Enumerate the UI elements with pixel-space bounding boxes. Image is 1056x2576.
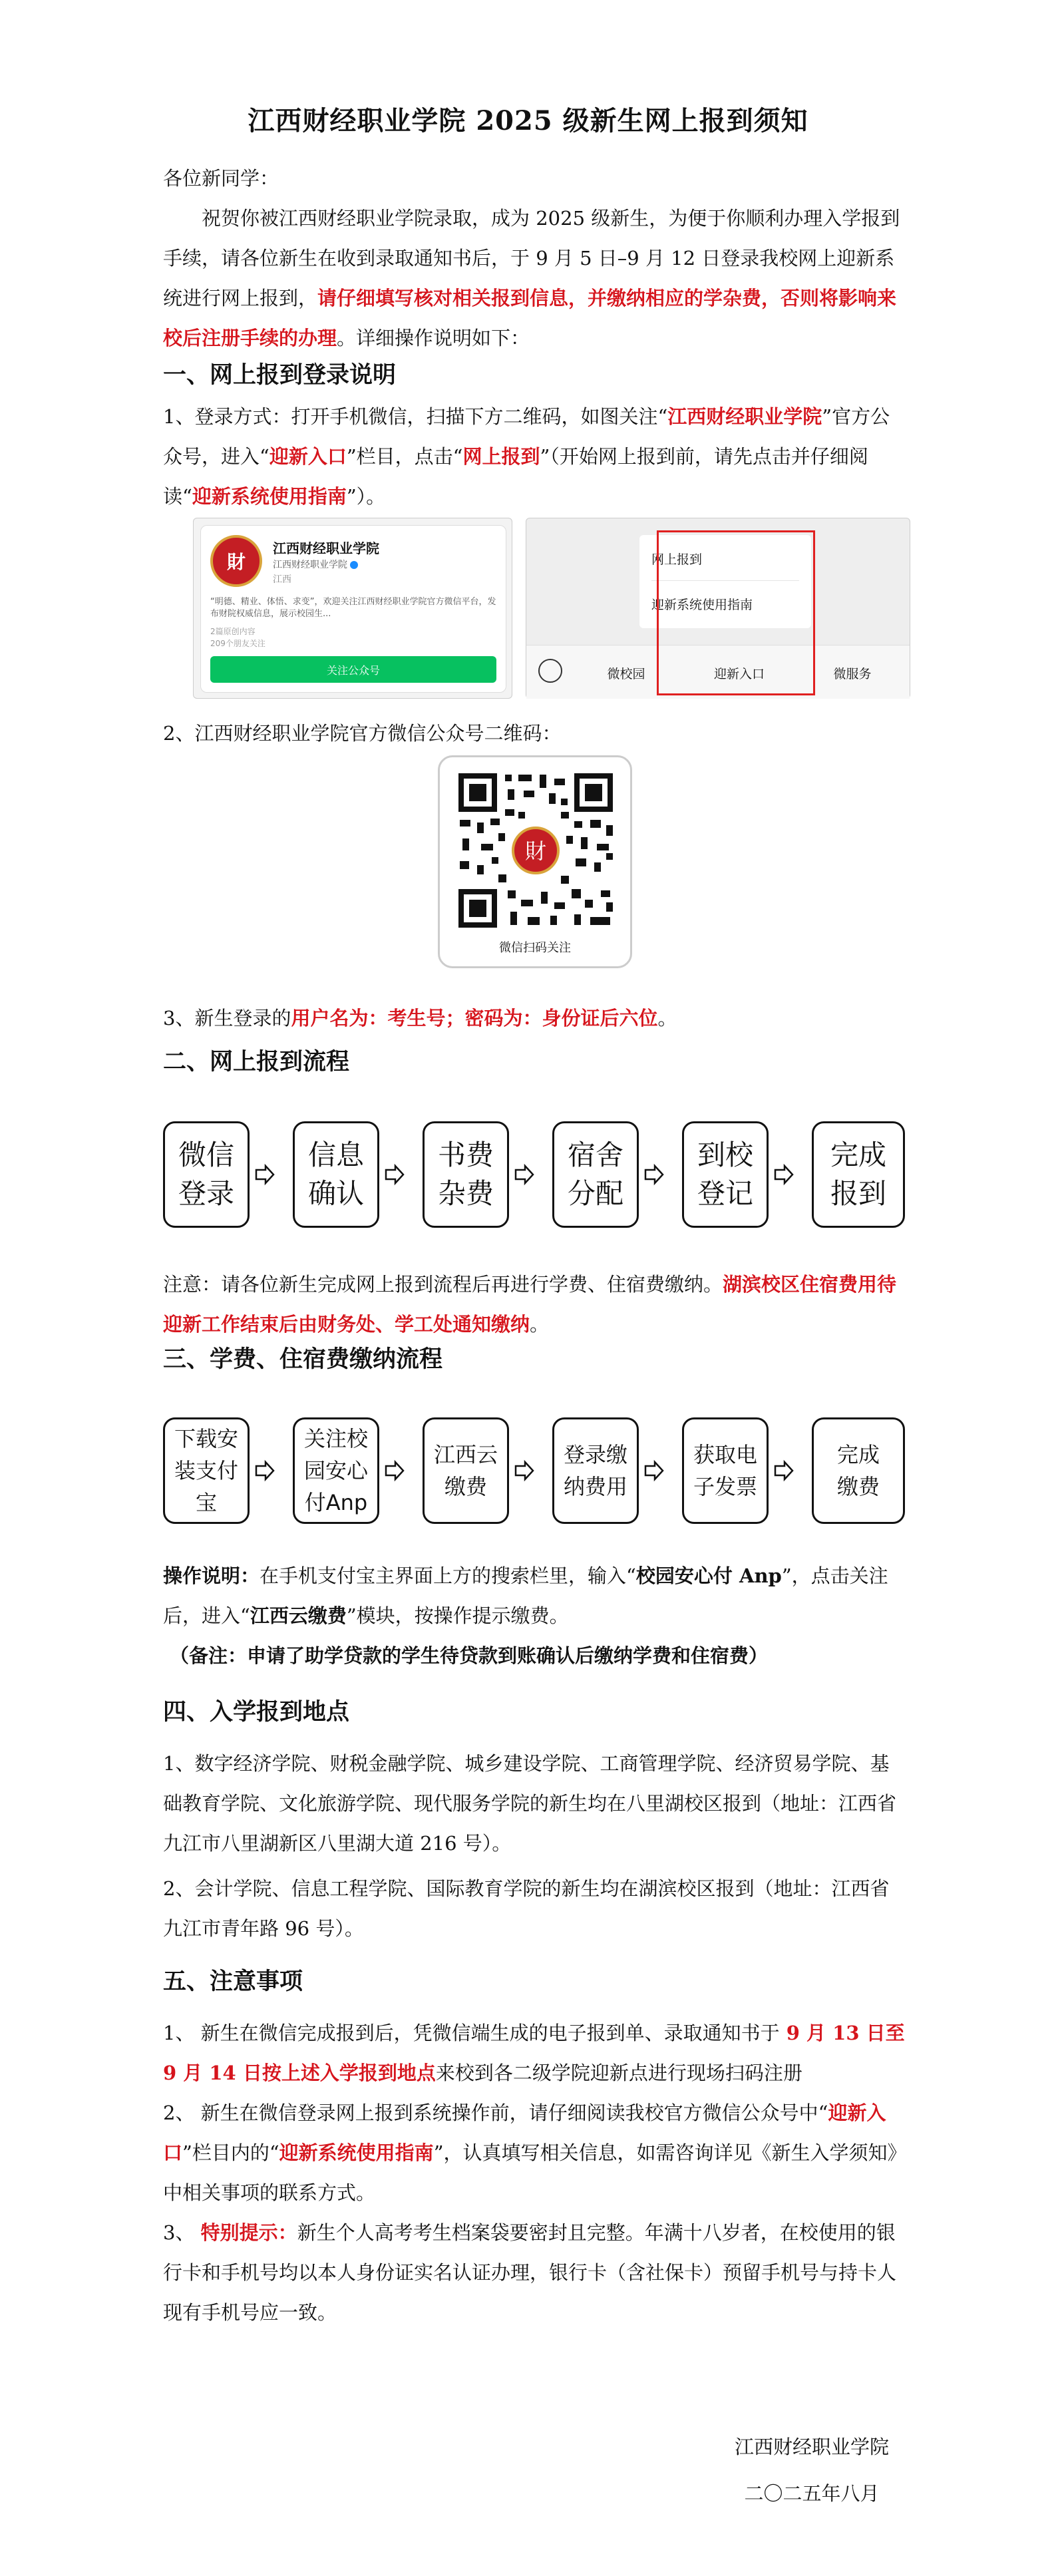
flow-step-arrival-checkin: 到校 登记 [682,1121,769,1228]
section4-heading: 四、入学报到地点 [163,1698,350,1726]
pay-step-login-pay: 登录缴 纳费用 [552,1417,639,1524]
flow-arrow-icon [254,1163,276,1186]
qr-caption: 微信扫码关注 [499,941,571,955]
hubin-campus-paragraph: 2、会计学院、信息工程学院、国际教育学院的新生均在湖滨校区报到（地址：江西省九江市青年路 96 号）。 [163,1877,890,1940]
signature-org: 江西财经职业学院 [734,2436,889,2458]
qr-code [454,769,617,932]
intro-paragraph: 祝贺你被江西财经职业学院录取，成为 2025 级新生，为便于你顺利办理入学报到手续，请各位新生在收到录取通知书后，于 9 月 5 日–9 月 12 日登录我校网上迎新系统进行网上报到，请仔细填写核对相关报到信息，并缴纳相应的学杂费，否则将影响来校后注册手续的办理。详细操作说明如下： [163,207,900,349]
flow-arrow-icon [254,1459,276,1482]
pay-step-follow-anp: 关注校 园安心 付Anp [293,1417,379,1524]
qr-paragraph: 2、江西财经职业学院官方微信公众号二维码： [163,722,562,745]
section1-heading: 一、网上报到登录说明 [163,361,397,389]
pay-step-complete: 完成 缴费 [812,1417,905,1524]
menu-item-online-register[interactable]: 网上报到 [651,552,703,567]
wechat-account-screenshot [193,518,512,699]
pay-step-e-invoice: 获取电 子发票 [682,1417,769,1524]
payment-note: 注意：请各位新生完成网上报到流程后再进行学费、住宿费缴纳。湖滨校区住宿费用待迎新工作结束后由财务处、学工处通知缴纳。 [163,1273,897,1336]
notice-item-2: 2、 新生在微信登录网上报到系统操作前，请仔细阅读我校官方微信公众号中“迎新入口”栏目内的“迎新系统使用指南”，认真填写相关信息，如需咨询详见《新生入学须知》中相关事项的联系方式。 [163,2102,907,2204]
section3-heading: 三、学费、住宿费缴纳流程 [163,1346,443,1373]
tab-micro-campus[interactable]: 微校园 [607,667,645,681]
tab-welcome-entry[interactable]: 迎新入口 [713,667,765,681]
account-stats-original: 2篇原创内容 [210,627,256,636]
flow-arrow-icon [383,1459,406,1482]
pay-step-jiangxi-cloud: 江西云 缴费 [423,1417,509,1524]
flow-step-book-fees: 书费 杂费 [423,1121,509,1228]
section2-heading: 二、网上报到流程 [163,1048,350,1075]
login-credentials-paragraph: 3、新生登录的用户名为：考生号；密码为：身份证后六位。 [163,1007,677,1029]
pay-step-install-alipay: 下载安 装支付 宝 [163,1417,250,1524]
follow-button[interactable]: 关注公众号 [210,656,496,683]
flow-arrow-icon [643,1459,665,1482]
flow-step-info-confirm: 信息 确认 [293,1121,379,1228]
account-location: 江西 [273,574,291,585]
greeting: 各位新同学： [163,167,279,190]
highlight-box [657,530,815,695]
operation-instructions: 操作说明：在手机支付宝主界面上方的搜索栏里，输入“校园安心付 Anp”，点击关注后，进入“江西云缴费”模块，按操作提示缴费。 [163,1564,888,1627]
tab-micro-service[interactable]: 微服务 [833,667,872,681]
account-card [200,525,506,693]
flow-step-complete: 完成 报到 [812,1121,905,1228]
signature-date: 二〇二五年八月 [744,2482,880,2505]
account-description: “明德、精业、体悟、求变”，欢迎关注江西财经职业学院官方微信平台，发布财院权威信息，展示校园生... [210,597,496,619]
balihu-campus-paragraph: 1、数字经济学院、财税金融学院、城乡建设学院、工商管理学院、经济贸易学院、基础教育学院、文化旅游学院、现代服务学院的新生均在八里湖校区报到（地址：江西省九江市八里湖新区八里湖大道 216 号）。 [163,1752,897,1855]
qr-code-card [438,755,632,968]
flow-arrow-icon [773,1459,795,1482]
verified-icon [350,561,358,569]
notice-item-3: 3、 特别提示：新生个人高考考生档案袋要密封且完整。年满十八岁者，在校使用的银行卡和手机号均以本人身份证实名认证办理，银行卡（含社保卡）预留手机号与持卡人现有手机号应一致。 [163,2221,897,2324]
account-subname: 江西财经职业学院 [273,558,358,571]
account-stats-friends: 209个朋友关注 [210,639,265,648]
flow-arrow-icon [383,1163,406,1186]
page-title: 江西财经职业学院 2025 级新生网上报到须知 [248,105,808,136]
loan-remark: （备注：申请了助学贷款的学生待贷款到账确认后缴纳学费和住宿费） [170,1644,769,1667]
flow-arrow-icon [513,1459,536,1482]
section5-heading: 五、注意事项 [163,1968,303,1995]
college-logo: 財 [210,535,262,587]
flow-arrow-icon [513,1163,536,1186]
flow-step-dorm-assign: 宿舍 分配 [552,1121,639,1228]
flow-arrow-icon [643,1163,665,1186]
login-method-paragraph: 1、登录方式：打开手机微信，扫描下方二维码，如图关注“江西财经职业学院”官方公众号，进入“迎新入口”栏目，点击“网上报到”（开始网上报到前，请先点击并仔细阅读“迎新系统使用指南”）。 [163,405,890,508]
flow-step-wechat-login: 微信 登录 [163,1121,250,1228]
menu-item-guide[interactable]: 迎新系统使用指南 [651,598,753,612]
account-name: 江西财经职业学院 [273,540,379,556]
keyboard-icon[interactable] [538,659,562,683]
wechat-menu-screenshot [526,518,910,699]
svg-text:財: 財 [524,838,547,864]
flow-arrow-icon [773,1163,795,1186]
notice-item-1: 1、 新生在微信完成报到后，凭微信端生成的电子报到单、录取通知书于 9 月 13 日至 9 月 14 日按上述入学报到地点来校到各二级学院迎新点进行现场扫码注册 [163,2022,905,2084]
